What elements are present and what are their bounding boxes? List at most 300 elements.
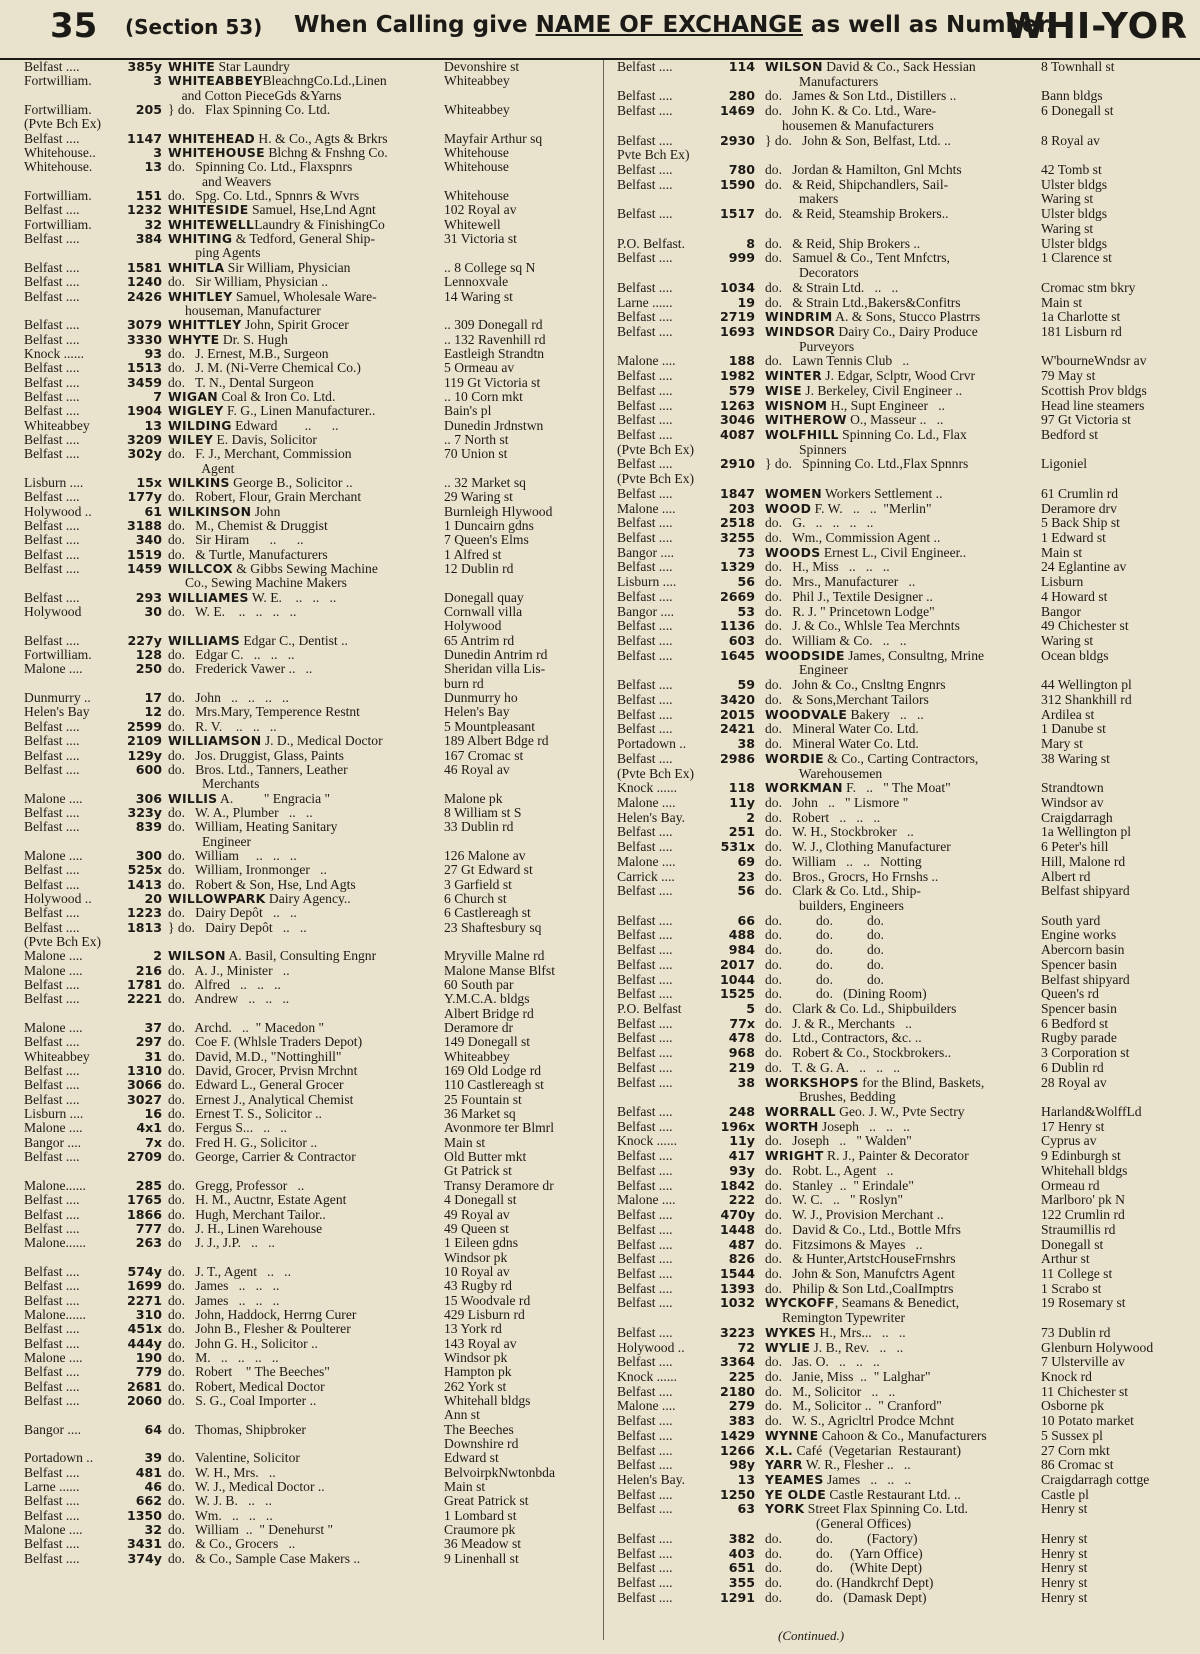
- subscriber-name: [765, 1591, 1035, 1606]
- phone-number: 574y: [127, 1263, 162, 1279]
- name-detail: F. .. " The Moat": [842, 781, 951, 796]
- subscriber-name: [168, 849, 440, 864]
- phone-number: 355: [728, 1575, 755, 1591]
- listing-row: [24, 533, 590, 547]
- exchange-name: Belfast ....: [24, 1336, 80, 1351]
- listing-row: [24, 863, 590, 877]
- listing-row: [617, 1193, 1187, 1208]
- name-detail: do. do. (White Dept): [765, 1561, 923, 1576]
- listing-row: [24, 1222, 590, 1236]
- address: 5 Back Ship st: [1041, 516, 1120, 531]
- address: Whitehouse: [444, 146, 509, 161]
- address: 49 Chichester st: [1041, 619, 1129, 634]
- address: 1 Edward st: [1041, 531, 1106, 545]
- name-detail: do. Mineral Water Co. Ltd.: [765, 722, 919, 737]
- address: Whitehall bldgs: [444, 1393, 531, 1408]
- address: 126 Malone av: [444, 848, 526, 863]
- address: Strandtown: [1041, 781, 1104, 796]
- exchange-name: Belfast ....: [24, 1092, 80, 1107]
- listing-row: [617, 266, 1187, 281]
- surname: WILDING: [168, 418, 232, 433]
- exchange-name: Belfast ....: [617, 133, 673, 148]
- address: Donegall st: [1041, 1237, 1104, 1252]
- name-detail: builders, Engineers: [765, 898, 904, 913]
- listing-row: [24, 662, 590, 676]
- exchange-name: (Pvte Bch Ex): [617, 442, 695, 457]
- subscriber-name: [168, 519, 440, 534]
- phone-number: 196x: [720, 1118, 755, 1134]
- name-detail: W. R., Flesher .. ..: [802, 1458, 911, 1473]
- phone-number: 59: [737, 677, 755, 693]
- subscriber-name: [168, 218, 440, 233]
- subscriber-name: [168, 476, 440, 491]
- subscriber-name: [168, 1494, 440, 1509]
- surname: WOODVALE: [765, 707, 848, 722]
- name-detail: } do. Dairy Depôt .. ..: [168, 920, 307, 935]
- listing-row: [617, 1046, 1187, 1061]
- subscriber-name: [765, 928, 1035, 943]
- address: Malone Manse Blfst: [444, 963, 556, 978]
- listing-row: [24, 347, 590, 361]
- address: Malone pk: [444, 791, 503, 806]
- address: Bain's pl: [444, 404, 492, 419]
- listing-row: [617, 796, 1187, 811]
- name-detail: Blchng & Fnshng Co.: [264, 146, 388, 161]
- name-detail: do. G. .. .. .. ..: [765, 516, 874, 531]
- subscriber-name: [765, 163, 1035, 178]
- listing-row: [24, 921, 590, 935]
- name-detail: do. Robert " The Beeches": [168, 1365, 330, 1380]
- subscriber-name: [765, 119, 1035, 134]
- phone-number: 205: [135, 102, 162, 118]
- phone-number: 1765: [126, 1192, 162, 1208]
- phone-number: 1232: [126, 202, 162, 218]
- subscriber-name: [765, 310, 1035, 325]
- address: Lennoxvale: [444, 275, 509, 290]
- name-detail: James .. .. ..: [823, 1473, 912, 1487]
- exchange-name: (Pvte Bch Ex): [617, 472, 695, 487]
- subscriber-name: [168, 304, 440, 319]
- subscriber-name: [168, 835, 440, 850]
- subscriber-name: [168, 1537, 440, 1552]
- exchange-name: Belfast ....: [617, 619, 673, 634]
- name-detail: do. do. do.: [765, 913, 884, 928]
- subscriber-name: [765, 1179, 1035, 1194]
- name-detail: Engineer: [765, 663, 849, 678]
- name-detail: do. do. do.: [765, 957, 884, 972]
- address: Ocean bldgs: [1041, 648, 1109, 663]
- name-detail: Agent: [168, 461, 235, 476]
- listing-row: [24, 1509, 590, 1523]
- phone-number: 4087: [719, 426, 755, 442]
- subscriber-name: [168, 1552, 440, 1567]
- address: Donegall quay: [444, 590, 524, 605]
- name-detail: Edgar C., Dentist ..: [239, 633, 348, 648]
- directory-range: WHI-YOR: [1005, 6, 1188, 47]
- listing-row: [24, 634, 590, 648]
- listing-row: [617, 1031, 1187, 1046]
- exchange-name: Belfast ....: [617, 943, 673, 958]
- subscriber-name: [765, 531, 1035, 546]
- exchange-name: Malone......: [24, 1178, 86, 1193]
- phone-number: 2719: [719, 309, 755, 325]
- name-detail: do. Robert, Flour, Grain Merchant: [168, 490, 362, 505]
- exchange-name: Belfast ....: [617, 972, 673, 987]
- subscriber-name: [765, 89, 1035, 104]
- listing-row: [617, 914, 1187, 929]
- phone-number: 128: [135, 647, 162, 663]
- name-detail: H. & Co., Agts & Brkrs: [254, 131, 388, 146]
- phone-number: 2: [153, 948, 162, 964]
- listing-row: [24, 1466, 590, 1480]
- phone-number: 1250: [719, 1486, 755, 1502]
- exchange-name: Malone ....: [617, 1193, 676, 1208]
- exchange-name: Belfast ....: [24, 1365, 80, 1380]
- name-detail: do. John .. " Lismore ": [765, 795, 909, 810]
- listing-row: [617, 325, 1187, 340]
- listing-row: [617, 1164, 1187, 1179]
- exchange-name: Belfast ....: [617, 369, 673, 384]
- name-detail: do. J. & Co., Whlsle Tea Merchnts: [765, 619, 960, 634]
- phone-number: 13: [737, 1472, 755, 1487]
- listing-row: [24, 806, 590, 820]
- listing-row: [617, 767, 1187, 782]
- subscriber-name: [168, 160, 440, 175]
- exchange-name: Belfast ....: [617, 751, 673, 766]
- listing-row: [24, 1107, 590, 1121]
- name-detail: James, Consultng, Mrine: [844, 648, 985, 663]
- exchange-name: Belfast ....: [617, 707, 673, 722]
- name-detail: do. & Strain Ltd.,Bakers&Confitrs: [765, 295, 961, 310]
- subscriber-name: [168, 576, 440, 591]
- phone-number: 216: [135, 962, 162, 978]
- address: 1 Eileen gdns: [444, 1236, 518, 1251]
- continued-note: (Continued.): [778, 1628, 845, 1643]
- exchange-name: Whitehouse.: [24, 160, 93, 175]
- name-detail: do. & Co., Grocers ..: [168, 1537, 296, 1552]
- exchange-name: Belfast ....: [24, 1393, 80, 1408]
- exchange-name: Belfast ....: [24, 748, 80, 763]
- listing-row: [617, 590, 1187, 605]
- listing-row: [24, 1193, 590, 1207]
- name-detail: do. Bros., Grocrs, Ho Frnshs ..: [765, 869, 939, 884]
- listing-row: [24, 648, 590, 662]
- listing-row: [617, 1002, 1187, 1017]
- exchange-name: Belfast ....: [24, 547, 80, 562]
- phone-number: 384: [135, 231, 162, 247]
- exchange-name: Belfast ....: [24, 318, 80, 333]
- phone-number: 3046: [719, 412, 755, 428]
- phone-number: 600: [135, 761, 162, 777]
- address: 33 Dublin rd: [444, 820, 514, 835]
- address: Henry st: [1041, 1576, 1088, 1591]
- listing-row: [617, 384, 1187, 399]
- listing-row: [617, 1223, 1187, 1238]
- address: Belfast shipyard: [1041, 972, 1130, 987]
- surname: WILLIS: [168, 791, 218, 806]
- exchange-name: Belfast ....: [617, 1163, 673, 1178]
- exchange-name: Belfast ....: [617, 398, 673, 413]
- exchange-name: Belfast ....: [617, 1222, 673, 1237]
- phone-number: 64: [144, 1421, 162, 1437]
- phone-number: 46: [144, 1479, 162, 1495]
- phone-number: 129y: [127, 747, 162, 763]
- exchange-name: Belfast ....: [617, 177, 673, 192]
- subscriber-name: [765, 1252, 1035, 1267]
- surname: WYCKOFF: [765, 1296, 835, 1311]
- subscriber-name: [765, 943, 1035, 958]
- listing-row: [617, 1208, 1187, 1223]
- listing-row: [24, 519, 590, 533]
- listing-row: [617, 1282, 1187, 1297]
- address: 7 Queen's Elms: [444, 533, 529, 548]
- phone-number: 3079: [126, 317, 162, 333]
- listing-row: [24, 1150, 590, 1164]
- subscriber-name: [765, 767, 1035, 782]
- phone-number: 219: [728, 1059, 755, 1075]
- name-detail: H., Mrs... .. ..: [816, 1325, 906, 1340]
- surname: WINTER: [765, 369, 822, 384]
- surname: YARR: [765, 1458, 803, 1473]
- address: 49 Queen st: [444, 1221, 509, 1236]
- address: Whitewell: [444, 217, 501, 232]
- address: .. 7 North st: [444, 432, 509, 447]
- listing-row: [24, 189, 590, 203]
- exchange-name: Belfast ....: [24, 375, 80, 390]
- subscriber-name: [168, 1035, 440, 1050]
- subscriber-name: [168, 1308, 440, 1323]
- phone-number: 403: [728, 1545, 755, 1561]
- exchange-name: Belfast ....: [24, 633, 80, 648]
- address: 27 Gt Edward st: [444, 863, 533, 878]
- phone-number: 118: [728, 780, 755, 796]
- subscriber-name: [168, 1121, 440, 1136]
- name-detail: do. H., Miss .. .. ..: [765, 560, 890, 575]
- phone-number: 72: [737, 1339, 755, 1355]
- name-detail: do. John & Son, Manufctrs Agent: [765, 1266, 955, 1281]
- address: 46 Royal av: [444, 762, 510, 777]
- name-detail: Engineer: [168, 834, 252, 849]
- phone-number: 1044: [719, 971, 755, 987]
- subscriber-name: [168, 1509, 440, 1524]
- listing-row: [24, 734, 590, 748]
- listing-row: [24, 1351, 590, 1365]
- exchange-name: Holywood ..: [24, 504, 92, 519]
- subscriber-name: [168, 1394, 440, 1409]
- address: Hill, Malone rd: [1041, 854, 1126, 869]
- subscriber-name: [765, 340, 1035, 355]
- subscriber-name: [765, 325, 1035, 340]
- exchange-name: Belfast ....: [24, 275, 80, 290]
- address: 31 Victoria st: [444, 232, 517, 247]
- exchange-name: Belfast ....: [617, 280, 673, 295]
- surname: WHITING: [168, 232, 233, 247]
- exchange-name: Malone ....: [617, 501, 676, 516]
- address: Osborne pk: [1041, 1399, 1105, 1414]
- name-detail: do. Robert, Medical Doctor: [168, 1379, 325, 1394]
- listing-row: [617, 1296, 1187, 1311]
- address: Ann st: [444, 1408, 480, 1423]
- phone-number: 531x: [720, 839, 755, 855]
- exchange-name: Belfast ....: [24, 533, 80, 548]
- name-detail: do. Jos. Druggist, Glass, Paints: [168, 748, 344, 763]
- subscriber-name: [765, 384, 1035, 399]
- address: Cornwall villa: [444, 605, 523, 620]
- exchange-name: Whitehouse..: [24, 146, 96, 161]
- phone-number: 1393: [719, 1280, 755, 1296]
- subscriber-name: [765, 1488, 1035, 1503]
- exchange-name: Belfast ....: [24, 389, 80, 404]
- name-detail: do. William, Ironmonger ..: [168, 863, 327, 878]
- subscriber-name: [765, 399, 1035, 414]
- listing-row: [617, 1326, 1187, 1341]
- address: Albert rd: [1041, 869, 1091, 884]
- name-detail: do. M., Chemist & Druggist: [168, 519, 328, 533]
- exchange-name: Belfast ....: [617, 1590, 673, 1605]
- address: Waring st: [1041, 192, 1094, 207]
- name-detail: do. John K. & Co. Ltd., Ware-: [765, 104, 937, 119]
- exchange-name: Belfast ....: [24, 1078, 80, 1093]
- listing-row: [617, 1311, 1187, 1326]
- name-detail: Workers Settlement ..: [821, 486, 943, 501]
- address: 70 Union st: [444, 447, 508, 462]
- phone-number: 306: [135, 790, 162, 806]
- listing-row: [617, 546, 1187, 561]
- exchange-name: Belfast ....: [24, 1279, 80, 1294]
- phone-number: 38: [737, 736, 755, 752]
- address: .. 132 Ravenhill rd: [444, 332, 546, 347]
- phone-number: 8: [746, 235, 755, 251]
- listing-row: [24, 275, 590, 289]
- subscriber-name: [765, 884, 1035, 899]
- address: 73 Dublin rd: [1041, 1325, 1111, 1340]
- subscriber-name: [168, 275, 440, 290]
- address: Whitehouse: [444, 189, 509, 204]
- address: Spencer basin: [1041, 957, 1117, 972]
- address: Whiteabbey: [444, 74, 510, 89]
- subscriber-name: [168, 1021, 440, 1036]
- exchange-name: Belfast ....: [617, 1281, 673, 1296]
- subscriber-name: [168, 261, 440, 276]
- phone-number: 777: [135, 1220, 162, 1236]
- exchange-name: Belfast ....: [617, 1576, 673, 1591]
- name-detail: do. M. .. .. .. ..: [168, 1350, 279, 1365]
- subscriber-name: [168, 777, 440, 792]
- subscriber-name: [765, 1458, 1035, 1473]
- address: 6 Castlereagh st: [444, 906, 531, 921]
- phone-number: 1693: [719, 323, 755, 339]
- listing-row: [24, 964, 590, 978]
- listing-row: [617, 1076, 1187, 1091]
- listing-row: [617, 840, 1187, 855]
- listing-row: [617, 531, 1187, 546]
- phone-number: 16: [144, 1106, 162, 1122]
- name-detail: do. J. T., Agent .. ..: [168, 1264, 291, 1279]
- phone-number: 1240: [126, 274, 162, 290]
- address: The Beeches: [444, 1422, 514, 1437]
- phone-number: 2421: [719, 721, 755, 737]
- address: 6 Donegall st: [1041, 104, 1114, 119]
- name-detail: H., Supt Engineer ..: [827, 398, 946, 413]
- name-detail: do. Samuel & Co., Tent Mnfctrs,: [765, 251, 950, 266]
- exchange-name: Fortwilliam.: [24, 74, 92, 89]
- exchange-name: Belfast ....: [617, 1075, 673, 1090]
- address: Arthur st: [1041, 1252, 1090, 1267]
- listing-row: [24, 777, 590, 791]
- listing-row: [24, 1050, 590, 1064]
- name-detail: Café (Vegetarian Restaurant): [793, 1443, 962, 1458]
- exchange-name: Belfast ....: [617, 1502, 673, 1517]
- listing-row: [617, 428, 1187, 443]
- address: 36 Market sq: [444, 1107, 516, 1122]
- subscriber-name: [765, 1370, 1035, 1385]
- name-detail: do. T. N., Dental Surgeon: [168, 375, 314, 390]
- listing-row: [24, 691, 590, 705]
- name-detail: do. Robert .. .. ..: [765, 810, 881, 825]
- phone-number: 839: [135, 819, 162, 835]
- listing-row: [617, 1502, 1187, 1517]
- name-detail: do. Clark & Co. Ltd., Ship-: [765, 884, 921, 899]
- listing-row: [617, 884, 1187, 899]
- name-detail: Manufacturers: [765, 74, 879, 89]
- phone-number: 2930: [719, 132, 755, 148]
- listing-row: [617, 708, 1187, 723]
- phone-number: 2060: [126, 1392, 162, 1408]
- address: 1 Lombard st: [444, 1508, 517, 1523]
- name-detail: do. Jas. O. .. .. ..: [765, 1355, 880, 1370]
- listing-row: [24, 376, 590, 390]
- phone-number: 1813: [126, 919, 162, 935]
- name-detail: do. W. H., Stockbroker ..: [765, 825, 914, 840]
- listing-row: [617, 310, 1187, 325]
- exchange-name: Whiteabbey: [24, 1049, 90, 1064]
- address: 1 Clarence st: [1041, 251, 1112, 266]
- subscriber-name: [765, 281, 1035, 296]
- address: Dunedin Antrim rd: [444, 648, 548, 663]
- address: 1 Alfred st: [444, 547, 502, 562]
- phone-number: 2910: [719, 456, 755, 472]
- phone-number: 280: [728, 88, 755, 104]
- listing-row: [24, 1380, 590, 1394]
- subscriber-name: [765, 1002, 1035, 1017]
- listing-row: [24, 1179, 590, 1193]
- subscriber-name: [168, 1380, 440, 1395]
- address: 9 Linenhall st: [444, 1551, 519, 1566]
- surname: X.L.: [765, 1443, 794, 1458]
- address: Whiteabbey: [444, 1049, 510, 1064]
- subscriber-name: [765, 1473, 1035, 1488]
- name-detail: , Seamans & Benedict,: [834, 1296, 960, 1311]
- address: 7 Ulsterville av: [1041, 1355, 1125, 1370]
- address: Henry st: [1041, 1502, 1088, 1517]
- exchange-name: Carrick ....: [617, 869, 675, 884]
- subscriber-name: [765, 649, 1035, 664]
- address: Ulster bldgs: [1041, 236, 1108, 251]
- surname: WORKSHOPS: [765, 1075, 859, 1090]
- exchange-name: Belfast ....: [24, 1537, 80, 1552]
- exchange-name: Belfast ....: [24, 519, 80, 533]
- subscriber-name: [168, 1222, 440, 1237]
- surname: WILEY: [168, 432, 214, 447]
- exchange-name: Belfast ....: [617, 722, 673, 737]
- listing-row: [24, 591, 590, 605]
- name-detail: do. David, M.D., "Nottinghill": [168, 1049, 342, 1064]
- subscriber-name: [765, 1238, 1035, 1253]
- address: 6 Church st: [444, 891, 507, 906]
- subscriber-name: [168, 1179, 440, 1194]
- surname: WILLIAMSON: [168, 734, 262, 749]
- phone-number: 2180: [719, 1383, 755, 1399]
